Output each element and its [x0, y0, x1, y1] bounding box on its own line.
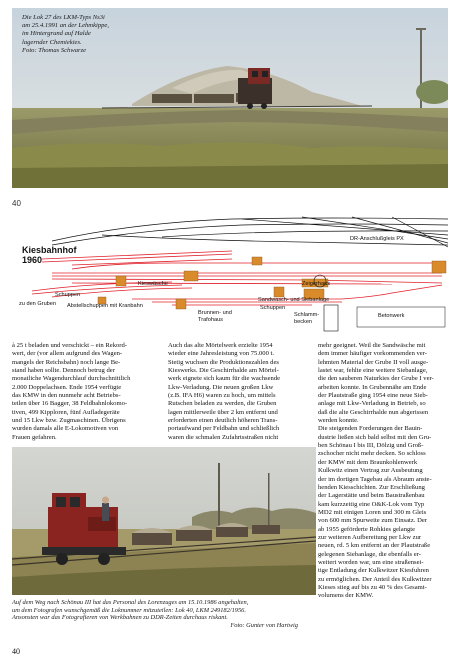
text-line: à 25 t beladen und verschickt – ein Rekord- [12, 342, 127, 349]
map-label-abstellschuppen: Abstellschuppen mit Kranbahn [67, 303, 143, 309]
text-line: der im dortigen Tagebau als Abraum anste- [318, 475, 432, 483]
text-line: zu ermöglichen. Der Anteil des Kulkwitzer [318, 575, 432, 583]
text-line: wert, der (vor allem aufgrund des Wagen- [12, 350, 123, 358]
text-line: Kulkwitz einen Vertrag zur Ausbeutung [318, 467, 423, 475]
text-line: werk eignete sich kaum für die wachsende [168, 375, 281, 383]
caption-line: um dem Fotografen wunschgemäß die Loknummer mitzuteilen: Lok 40, LKM 249182/1956. [12, 606, 246, 614]
map-title [22, 245, 77, 265]
text-line: Frauen gefahren. [12, 433, 57, 441]
page-number: 40 [12, 647, 20, 656]
text-line: tiven, 499 Kipploren, fünf Aufladegeräte [12, 408, 120, 416]
map-label-kieswaesche: Kieswäsche [138, 281, 168, 287]
text-line: gelegenen Siebanlage, die ebenfalls er- [318, 550, 421, 558]
map-label-zu-den-gruben: zu den Gruben [19, 301, 57, 307]
folio-top: 40 [12, 199, 21, 208]
text-line: dem immer häufiger vorkommenden ver- [318, 350, 427, 358]
text-line: volumens der KMW. [318, 592, 374, 600]
map-label-schuppen-mid: Schuppen [260, 305, 286, 311]
map-label-becken: becken [294, 319, 313, 325]
caption-line: im Hintergrund auf Halde [22, 30, 91, 38]
text-line: monatliche Wagendurchlauf durchschnittlich [12, 375, 131, 383]
bottom-photo-caption [12, 599, 448, 629]
text-line: Lkw-Verladung. Die neuen großen Lkw [168, 383, 274, 391]
text-line: MD2 mit einigen Loren und 300 m Gleis [318, 508, 427, 516]
bottom-photo-image [12, 447, 316, 595]
text-line: Rutschen beladen zu werden, die Gruben [168, 400, 277, 408]
map-title-line: Kiesbahnhof [22, 245, 77, 255]
map-label-dr-gleis: DR-Anschlußgleis PX [350, 236, 404, 242]
text-line: arbeiten konnte. In Grubennähe am Ende [318, 383, 427, 391]
text-line: werden konnte. [318, 417, 359, 425]
text-line: henden Kiesschichten. Zur Erschließung [318, 483, 425, 491]
caption-line: Die Lok 27 des LKM-Typs Ns3i [22, 14, 105, 21]
text-line: waren die schmalen Zufahrtsstraßen nicht [168, 433, 279, 441]
text-line: Stetig wuchsen die Produktionszahlen des [168, 358, 279, 366]
bottom-photo [12, 447, 316, 595]
text-line: kam kurzzeitig eine O&K-Lok vom Typ [318, 500, 425, 508]
text-line: die den sauberen Naturkies der Grube I ver- [318, 375, 434, 383]
text-line: lehmten Material der Grube II voll ausge- [318, 358, 429, 366]
caption-line: am 25.4.1991 an der Lehmkippe, [22, 22, 109, 30]
text-line: mangels der Reichsbahn) noch lange Be- [12, 358, 121, 366]
text-line: weitert worden war, um eine straßensei- [318, 558, 424, 566]
text-line: wieder eine Jahresleistung von 75.000 t. [168, 350, 275, 358]
text-line: von 600 mm Spurweite zum Einsatz. Der [318, 517, 427, 525]
text-line: der KMW mit dem Braunkohlenwerk [318, 458, 418, 466]
text-line: Auch das alte Mörtelwerk erzielte 1954 [168, 342, 273, 349]
text-line: (z.B. IFA H6) waren zu hoch, um mittels [168, 392, 276, 400]
text-line: mehr geeignet. Weil die Sandwäsche mit [318, 342, 426, 349]
caption-line: Ansonsten war das Fotografieren von Werkbahnen zu DDR-Zeiten durchaus riskant. [12, 614, 228, 622]
text-column-1 [12, 342, 150, 442]
photo-credit: Foto: Gunter von Hartwig [230, 621, 298, 629]
text-line: anlage mit Lkw-Verladung in Betrieb, so [318, 400, 426, 408]
map-label-sandwasch: Sandwasch- und Siebanlage [258, 297, 330, 303]
text-line: dustrie ließen sich bald selbst mit den Gru- [318, 433, 432, 441]
text-line: lagen mittlerweile über 2 km entfernt und [168, 408, 278, 416]
text-line: der Plautstraße ging 1954 eine neue Sieb- [318, 392, 428, 400]
text-line: 2.000 Doppelachsen. Ende 1954 verfügte [12, 383, 122, 391]
text-line: teilen über 16 Bagger, 38 Feldbahnlokomo- [12, 400, 128, 408]
track-map [12, 213, 448, 338]
text-line: das KMW in den nunmehr acht Betriebs- [12, 392, 121, 400]
map-title-line: 1960 [22, 255, 43, 265]
map-label-zeigerhaus: Zeigerhaus [302, 281, 330, 287]
text-line: portaufwand per Feldbahn und schließlich [168, 425, 280, 433]
text-line: ab 1955 geförderte Rohkies gelangte [318, 525, 416, 533]
text-line: lastet war, fehlte eine weitere Siebanlage, [318, 367, 428, 375]
map-label-schuppen-left: Schuppen [55, 292, 81, 298]
text-line: wurden damals alle E-Lokomotiven von [12, 425, 119, 433]
text-column-2 [168, 342, 308, 442]
text-line: tige Entladung der Kulkwitzer Kiesfuhren [318, 567, 429, 575]
text-line: ben Schönau I bis III, Dölzig und Groß- [318, 442, 424, 450]
text-line: der Lagerstätte und beim Baustraßenbau [318, 492, 425, 500]
text-line: erforderten einen deutlich höheren Trans- [168, 417, 278, 425]
text-line: zur weiteren Aufbereitung per Lkw zur [318, 533, 422, 541]
text-line: daß die alte Geschirrhalde nun abgerissen [318, 408, 429, 416]
caption-line: lagernder Chemiekies. [22, 38, 82, 46]
map-label-betonwerk: Betonwerk [378, 313, 405, 319]
caption-line: Auf dem Weg nach Schönau III hat das Personal des Lorenzuges am 15.10.1986 angehalten, [12, 599, 249, 606]
text-line: und 15 Lkw bzw. Zugmaschinen. Übrigens [12, 417, 126, 425]
text-line: Kieswerks. Die Geschirrhalde am Mörtel- [168, 367, 279, 375]
text-line: Kieses stieg auf bis zu 40 % des Gesamt- [318, 583, 427, 591]
caption-line: Foto: Thomas Schwarze [22, 46, 87, 54]
map-label-trafohaus: Trafohaus [198, 317, 223, 323]
track-map-drawing [12, 213, 448, 338]
dr-tracks [52, 217, 448, 247]
text-line: neuen, rd. 5 km entfernt an der Plautstraße [318, 542, 431, 550]
schlammbecken [324, 305, 338, 331]
text-column-3 [318, 342, 460, 601]
map-label-schlamm: Schlamm- [294, 312, 320, 318]
top-photo-caption [22, 14, 172, 55]
map-label-brunnen: Brunnen- und [198, 310, 232, 316]
text-line: Die steigenden Forderungen der Bauin- [318, 425, 423, 433]
feldbahn-tracks [32, 251, 442, 305]
text-line: zschocher nicht mehr decken. So schloss [318, 450, 426, 458]
text-line: stand haben sollte. Dennoch betrug der [12, 367, 115, 375]
